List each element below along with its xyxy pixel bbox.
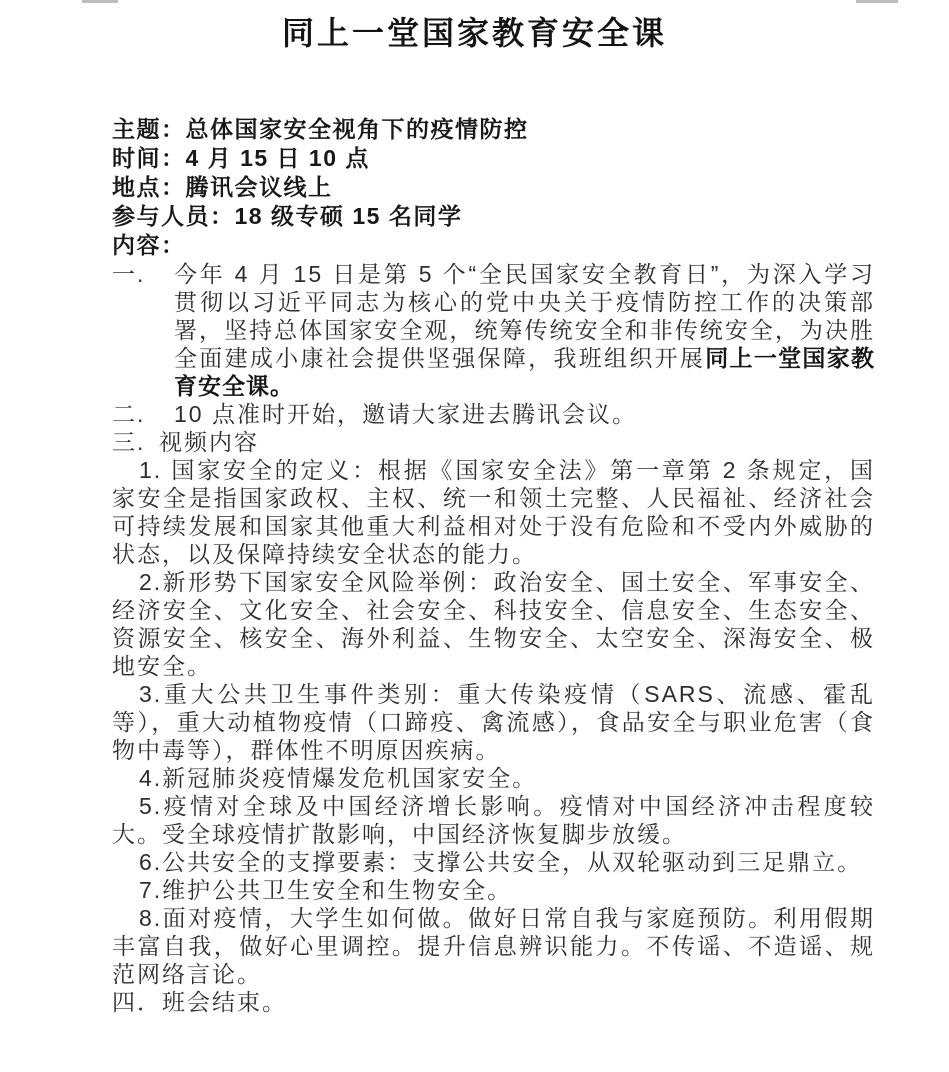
list-item-1-text [174,260,875,400]
list-item-3 [112,428,875,456]
list-item-2-text: 10 点准时开始，邀请大家进去腾讯会议。 [174,401,637,427]
list-item-1-text-bold: 同上一堂国家教育安全课。 [174,345,876,399]
closing-item-text: 班会结束。 [162,989,287,1015]
video-paragraph-4: 4.新冠肺炎疫情爆发危机国家安全。 [139,765,538,791]
meta-location [112,173,875,202]
list-item-3-text: 视频内容 [159,429,259,455]
list-item-3-marker: 三. [112,429,146,455]
list-item-2 [112,400,875,428]
video-paragraph-8: 8.面对疫情，大学生如何做。做好日常自我与家庭预防。利用假期丰富自我，做好心里调控。提升信息辨识能力。不传谣、不造谣、规范网络言论。 [112,905,875,987]
meta-participants [112,202,875,231]
video-paragraph-6: 6.公共安全的支撑要素：支撑公共安全，从双轮驱动到三足鼎立。 [139,849,863,875]
page-title: 同上一堂国家教育安全课 [281,15,667,51]
list-item-1-marker: 一. [112,261,146,287]
list-item-1-text-regular: 今年 4 月 15 日是第 5 个“全民国家安全教育日”，为深入学习贯彻以习近平同志为核心的党中央关于疫情防控工作的决策部署，坚持总体国家安全观，统筹传统安全和非传统安全，为决胜全面建成小康社会提供坚强保障，我班组织开展 [174,261,875,371]
meta-time [112,144,875,173]
meta-time-value: 4 月 15 日 10 点 [185,145,370,171]
meta-content-label: 内容： [112,232,186,258]
list-item-2-marker: 二. [112,401,146,427]
video-paragraph-2: 2.新形势下国家安全风险举例：政治安全、国土安全、军事安全、经济安全、文化安全、社会安全、科技安全、信息安全、生态安全、资源安全、核安全、海外利益、生物安全、太空安全、深海安全、极地安全。 [112,569,875,679]
scan-artifact-line-right [856,0,898,3]
meta-subject [112,115,875,144]
list-item-1 [112,260,875,400]
meta-content-heading [112,231,875,260]
closing-item-marker: 四． [112,989,162,1015]
meta-subject-value: 总体国家安全视角下的疫情防控 [185,116,529,142]
meta-location-value: 腾讯会议线上 [185,174,333,200]
closing-item [112,988,875,1016]
video-paragraph-5: 5.疫情对全球及中国经济增长影响。疫情对中国经济冲击程度较大。受全球疫情扩散影响，中国经济恢复脚步放缓。 [112,793,875,847]
video-paragraph-3: 3.重大公共卫生事件类别：重大传染疫情（SARS、流感、霍乱等），重大动植物疫情（口蹄疫、禽流感），食品安全与职业危害（食物中毒等），群体性不明原因疾病。 [112,681,875,763]
video-paragraph-1: 1. 国家安全的定义：根据《国家安全法》第一章第 2 条规定，国家安全是指国家政权、主权、统一和领土完整、人民福祉、经济社会可持续发展和国家其他重大利益相对处于没有危险和不受内外威胁的状态，以及保障持续安全状态的能力。 [112,457,875,567]
document-body [112,115,875,1016]
meta-subject-label: 主题： [112,116,186,142]
meta-participants-label: 参与人员： [112,203,235,229]
meta-participants-value: 18 级专硕 15 名同学 [234,203,463,229]
meta-time-label: 时间： [112,145,186,171]
scan-artifact-line-left [82,0,118,3]
meta-location-label: 地点： [112,174,186,200]
video-paragraph-7: 7.维护公共卫生安全和生物安全。 [139,877,513,903]
